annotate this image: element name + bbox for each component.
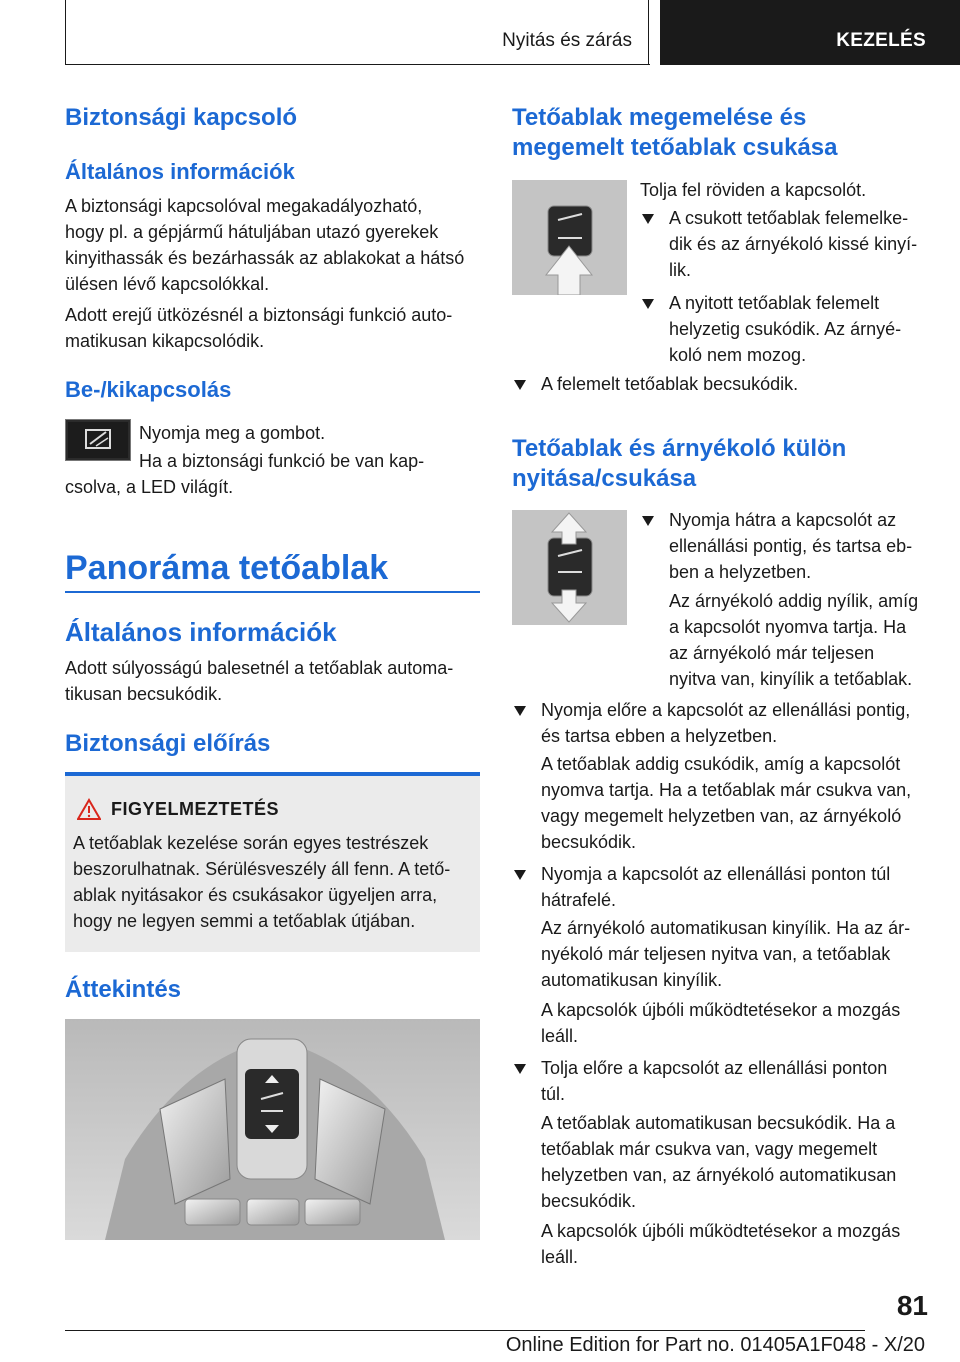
bullet-triangle-icon <box>642 516 654 526</box>
text-line: ben a helyzetben. <box>669 562 812 582</box>
separate-bullet-1-note <box>669 588 939 692</box>
separate-bullet-3-note-1 <box>541 915 941 993</box>
text-line: A nyitott tetőablak felemelt <box>669 293 880 313</box>
text-line: helyzetben van, az árnyékoló automatikusan <box>541 1165 897 1185</box>
heading-line: nyitása/csukása <box>512 465 697 492</box>
separate-bullet-4-note-2 <box>541 1218 941 1270</box>
separate-bullet-4-note-1 <box>541 1110 941 1214</box>
page-number: 81 <box>896 1290 928 1321</box>
text-line: Adott súlyosságú balesetnél a tetőablak automa- <box>65 658 454 678</box>
separate-bullet-2 <box>541 697 941 749</box>
text-line: az árnyékoló már teljesen <box>669 643 875 663</box>
text-line: A tetőablak automatikusan becsukódik. Ha a <box>541 1113 896 1133</box>
text-line: hátrafelé. <box>541 890 617 910</box>
footer-rule <box>65 1330 865 1331</box>
text-line: hogy pl. a gépjármű hátuljában utazó gyerekek <box>65 222 439 242</box>
heading-overview: Áttekintés <box>65 976 182 1003</box>
switch-up-illustration <box>512 180 627 295</box>
switch-updown-illustration <box>512 510 627 625</box>
bullet-triangle-icon <box>514 1064 526 1074</box>
bullet-triangle-icon <box>642 214 654 224</box>
text-line: tikusan becsukódik. <box>65 684 223 704</box>
text-line: a kapcsolót nyomva tartja. Ha <box>669 617 907 637</box>
bullet-triangle-icon <box>514 870 526 880</box>
raise-bullet-3: A felemelt tetőablak becsukódik. <box>541 374 799 394</box>
window-lock-icon <box>66 420 130 460</box>
text-line: hogy ne legyen semmi a tetőablak útjában. <box>73 911 416 931</box>
separate-bullet-1 <box>669 507 939 585</box>
separate-bullet-4 <box>541 1055 941 1107</box>
text-line: Nyomja hátra a kapcsolót az <box>669 510 897 530</box>
heading-on-off: Be-/kikapcsolás <box>65 377 232 402</box>
text-line: beszorulhatnak. Sérülésveszély áll fenn. A tető- <box>73 859 451 879</box>
footer-edition: Online Edition for Part no. 01405A1F048 - X/20 <box>505 1334 925 1356</box>
text-line: és tartsa ebben a helyzetben. <box>541 726 778 746</box>
text-line: Adott erejű ütközésnél a biztonsági funkció auto- <box>65 305 453 325</box>
heading-general-info-2: Általános információk <box>65 617 337 647</box>
text-line: lik. <box>669 260 691 280</box>
bullet-triangle-icon <box>514 380 526 390</box>
text-line: ellenállási pontig, és tartsa eb- <box>669 536 913 556</box>
bullet-triangle-icon <box>514 706 526 716</box>
roof-console-photo <box>65 1019 480 1240</box>
paragraph-crash-deactivation <box>65 302 480 354</box>
heading-rule <box>65 591 480 593</box>
text-line: Tolja előre a kapcsolót az ellenállási ponton <box>541 1058 888 1078</box>
header-rule-left <box>65 0 66 65</box>
heading-general-info-1: Általános információk <box>65 159 295 184</box>
text-line: Az árnyékoló automatikusan kinyílik. Ha az ár- <box>541 918 911 938</box>
switch-push-up-image <box>512 180 627 295</box>
onoff-led-line-1: Ha a biztonsági funkció be van kap- <box>139 451 425 471</box>
heading-safety-switch: Biztonsági kapcsoló <box>65 104 298 131</box>
heading-line: Tetőablak és árnyékoló külön <box>512 435 847 462</box>
text-line: helyzetig csukódik. Az árnyé- <box>669 319 902 339</box>
text-line: koló nem mozog. <box>669 345 807 365</box>
text-line: nyékoló már teljesen nyitva van, a tetőablak <box>541 944 891 964</box>
header-section-title: Nyitás és zárás <box>502 30 632 51</box>
text-line: leáll. <box>541 1247 579 1267</box>
text-line: A biztonsági kapcsolóval megakadályozható, <box>65 196 423 216</box>
heading-panorama-roof: Panoráma tetőablak <box>65 549 389 587</box>
raise-instruction: Tolja fel röviden a kapcsolót. <box>640 180 867 200</box>
paragraph-panorama-general <box>65 655 480 707</box>
onoff-instruction: Nyomja meg a gombot. <box>139 423 326 443</box>
paragraph-safety-switch <box>65 193 480 297</box>
onoff-led-line-2: csolva, a LED világít. <box>65 477 234 497</box>
text-line: túl. <box>541 1084 566 1104</box>
text-line: A kapcsolók újbóli működtetésekor a mozgás <box>541 1221 901 1241</box>
text-line: A tetőablak kezelése során egyes testrészek <box>73 833 429 853</box>
raise-bullet-2 <box>669 290 939 368</box>
text-line: ablak nyitásakor és csukásakor ügyeljen arra, <box>73 885 438 905</box>
text-line: ülésen lévő kapcsolókkal. <box>65 274 270 294</box>
text-line: tetőablak már csukva van, vagy megemelt <box>541 1139 878 1159</box>
text-line: A tetőablak addig csukódik, amíg a kapcsolót <box>541 754 901 774</box>
chapter-label: KEZELÉS <box>836 30 926 51</box>
text-line: matikusan kikapcsolódik. <box>65 331 265 351</box>
text-line: vagy megemelt helyzetben van, az árnyékoló <box>541 806 902 826</box>
text-line: A kapcsolók újbóli működtetésekor a mozgás <box>541 1000 901 1020</box>
heading-line: megemelt tetőablak csukása <box>512 134 838 161</box>
raise-bullet-1 <box>669 205 939 283</box>
text-line: Nyomja a kapcsolót az ellenállási ponton túl <box>541 864 891 884</box>
safety-button-image <box>65 419 131 461</box>
chapter-tab <box>660 0 960 65</box>
heading-safety-note: Biztonsági előírás <box>65 730 271 757</box>
heading-separate-open <box>512 434 927 494</box>
text-line: Nyomja előre a kapcsolót az ellenállási pontig, <box>541 700 911 720</box>
warning-title: FIGYELMEZTETÉS <box>111 799 280 819</box>
heading-raise-roof <box>512 103 927 163</box>
header-rule-bottom <box>65 64 650 65</box>
separate-bullet-2-note <box>541 751 941 855</box>
text-line: A csukott tetőablak felemelke- <box>669 208 909 228</box>
header-rule-mid <box>648 0 649 65</box>
warning-box <box>65 772 480 952</box>
text-line: becsukódik. <box>541 832 637 852</box>
warning-triangle-icon <box>77 798 101 820</box>
bullet-triangle-icon <box>642 299 654 309</box>
text-line: nyomva tartja. Ha a tetőablak már csukva van, <box>541 780 912 800</box>
warning-text <box>73 830 473 934</box>
roof-console-illustration <box>65 1019 480 1240</box>
text-line: kinyithassák és bezárhassák az ablakokat a hátsó <box>65 248 465 268</box>
text-line: automatikusan kinyílik. <box>541 970 723 990</box>
text-line: nyitva van, kinyílik a tetőablak. <box>669 669 913 689</box>
separate-bullet-3 <box>541 861 941 913</box>
text-line: becsukódik. <box>541 1191 637 1211</box>
text-line: dik és az árnyékoló kissé kinyí- <box>669 234 918 254</box>
text-line: leáll. <box>541 1026 579 1046</box>
heading-line: Tetőablak megemelése és <box>512 104 807 131</box>
switch-push-back-image <box>512 510 627 625</box>
separate-bullet-3-note-2 <box>541 997 941 1049</box>
text-line: Az árnyékoló addig nyílik, amíg <box>669 591 919 611</box>
